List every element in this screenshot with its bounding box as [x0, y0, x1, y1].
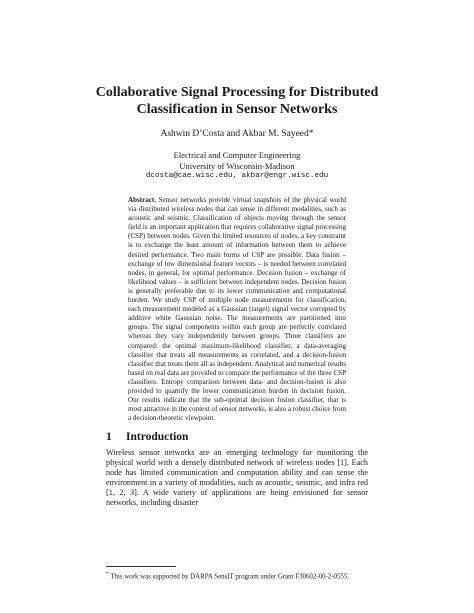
- introduction-paragraph: Wireless sensor networks are an emerging technology for monitoring the physical world with a densely distributed network of wireless nodes [1]. Each node has limited communication and computation ability and can sense the environment in a variety of modalities, such as acoustic, seismic, and infra red [1, 2, 3]. A wide variety of applications are being envisioned for sensor networks, including disaster: [106, 448, 368, 508]
- abstract: [128, 196, 346, 423]
- footnote-rule: [106, 566, 176, 567]
- footnote-text: This work was supported by DARPA SensIT program under Grant F30602-00-2-0555.: [110, 573, 350, 581]
- section-heading: [106, 430, 188, 444]
- affiliation: [80, 150, 394, 182]
- abstract-text: Sensor networks provide virtual snapshots of the physical world via distributed wireless nodes that can sense in different modalities, such as acoustic and seismic. Classification of objects moving through the sensor field is an important application that requires collaborative signal processing (CSP) between nodes. Given the limited resources of nodes, a key constraint is to exchange the least amount of information between them to achieve desired performance. Two main forms of CSP are possible. Data fusion – exchange of low dimensional feature vectors – is needed between correlated nodes, in general, for optimal performance. Decision fusion – exchange of likelihood values – is sufficient between independent nodes. Decision fusion is generally preferable due to its lower communication and computational burden. We study CSP of multiple node measurements for classification, each measurement modeled as a Gaussian (target) signal vector corrupted by additive white Gaussian noise. The measurements are partitioned into groups. The signal components within each group are perfectly correlated whereas they vary independently between groups. Three classifiers are compared: the optimal maximum-likelihood classifier, a data-averaging classifier that treats all measurements as correlated, and a decision-fusion classifier that treats them all as independent. Analytical and numerical results based on real data are provided to compare the performance of the three CSP classifiers. Entropy comparison between data- and decision-fusion is also provided to quantify the lower communication burden in decision fusion. Our results indicate that the sub-optimal decision fusion classifier, that is most attractive in the context of sensor networks, is also a robust choice from a decision-theoretic viewpoint.: [128, 196, 347, 423]
- footnote: [106, 570, 368, 582]
- author-emails: dcosta@cae.wisc.edu, akbar@engr.wisc.edu: [145, 172, 329, 180]
- affiliation-university: University of Wisconsin-Madison: [179, 160, 295, 171]
- section-number: 1: [106, 431, 112, 443]
- section-title: Introduction: [126, 431, 189, 443]
- abstract-label: Abstract.: [128, 196, 156, 204]
- affiliation-department: Electrical and Computer Engineering: [173, 150, 301, 160]
- paper-title: Collaborative Signal Processing for Distributed Classification in Sensor Networks: [95, 85, 379, 117]
- footnote-mark: *: [106, 571, 109, 577]
- paper-authors: Ashwin D’Costa and Akbar M. Sayeed*: [160, 129, 314, 139]
